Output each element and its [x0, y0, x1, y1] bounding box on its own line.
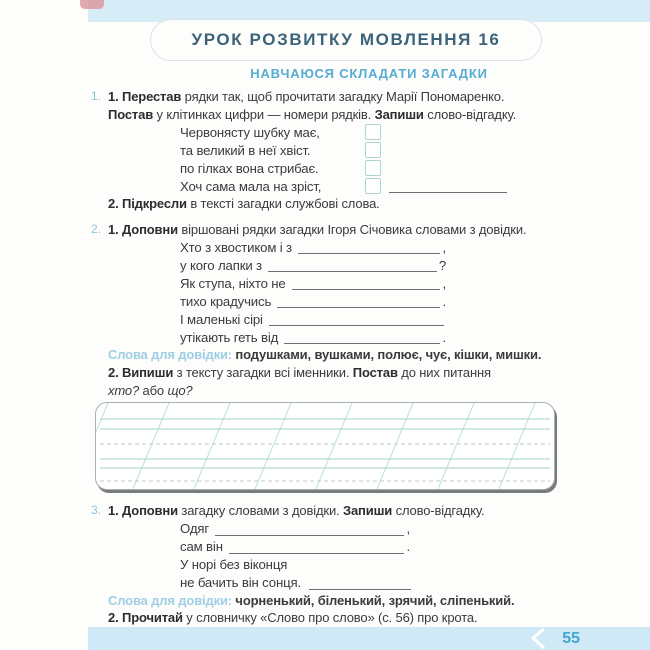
answer-cell[interactable] — [365, 124, 381, 140]
fill-in-blank[interactable] — [277, 294, 440, 308]
task-3-instruction-2: 2. Прочитай у словничку «Слово про слово» (с. 56) про крота. — [108, 610, 478, 626]
riddle-line: у кого лапки з ? — [180, 257, 446, 273]
lesson-title-box — [150, 19, 542, 61]
riddle-line: сам він . — [180, 539, 410, 555]
answer-word-blank[interactable] — [309, 576, 411, 590]
task-3-marker: 3. — [91, 503, 102, 518]
fill-in-blank[interactable] — [215, 522, 404, 536]
handwriting-area[interactable] — [95, 402, 555, 490]
riddle-line: по гілках вона стрибає. — [180, 159, 570, 177]
hint-words: подушками, вушками, полює, чує, кішки, мишки. — [231, 347, 542, 363]
task-2-instruction-2b: хто? або що? — [108, 382, 193, 398]
riddle-line: утікають геть від . — [180, 329, 446, 345]
page-edge-smudge — [80, 0, 104, 9]
riddle-line: І маленькі сірі — [180, 310, 446, 328]
task-3 — [91, 502, 570, 627]
answer-word-blank[interactable] — [389, 179, 507, 193]
fill-in-blank[interactable] — [268, 258, 437, 272]
riddle-line: У норі без віконця — [180, 557, 288, 573]
hint-line — [108, 592, 570, 610]
riddle-line: Червонясту шубку має, — [180, 123, 570, 141]
riddle-line: тихо крадучись . — [180, 293, 446, 309]
riddle-line: Хто з хвостиком і з , — [180, 239, 446, 255]
task-1-instruction-2: Постав у клітинках цифри — номери рядків. Запиши слово-відгадку. — [108, 106, 517, 122]
page-content — [91, 88, 570, 627]
answer-cell[interactable] — [365, 178, 381, 194]
fill-in-blank[interactable] — [298, 240, 441, 254]
ruling-lines — [96, 403, 554, 489]
hint-label: Слова для довідки: — [108, 592, 232, 608]
answer-cell[interactable] — [365, 160, 381, 176]
task-1 — [91, 88, 570, 213]
task-3-instruction-1: 1. Доповни загадку словами з довідки. Запиши слово-відгадку. — [108, 503, 485, 519]
answer-cell[interactable] — [365, 142, 381, 158]
fill-in-blank[interactable] — [269, 312, 444, 326]
lesson-title: УРОК РОЗВИТКУ МОВЛЕННЯ 16 — [191, 30, 501, 49]
riddle-line: Хоч сама мала на зріст, — [180, 177, 570, 195]
page-number-notch — [530, 628, 546, 649]
task-1-marker: 1. — [91, 89, 102, 103]
hint-label: Слова для довідки: — [108, 347, 232, 363]
riddle-line: не бачить він сонця. — [180, 574, 570, 592]
riddle-line: Одяг , — [180, 521, 410, 537]
fill-in-blank[interactable] — [229, 540, 405, 554]
fill-in-blank[interactable] — [292, 276, 441, 290]
hint-line — [108, 346, 570, 364]
riddle-line: та великий в неї хвіст. — [180, 141, 570, 159]
task-2 — [91, 221, 570, 399]
hint-words: чорненький, біленький, зрячий, сліпенький. — [231, 592, 515, 608]
riddle-line: Як ступа, ніхто не , — [180, 275, 446, 291]
task-1-instruction-3: 2. Підкресли в тексті загадки службові слова. — [108, 196, 380, 212]
page-number: 55 — [562, 630, 580, 647]
section-title: НАВЧАЮСЯ СКЛАДАТИ ЗАГАДКИ — [250, 66, 488, 81]
task-2-marker: 2. — [91, 221, 102, 236]
task-2-instruction-1: 1. Доповни віршовані рядки загадки Ігоря Січовика словами з довідки. — [108, 221, 527, 237]
task-1-instruction-1: 1. Перестав рядки так, щоб прочитати загадку Марії Пономаренко. — [108, 89, 505, 104]
fill-in-blank[interactable] — [284, 330, 440, 344]
task-2-instruction-2: 2. Випиши з тексту загадки всі іменники. Постав до них питання — [108, 364, 491, 380]
